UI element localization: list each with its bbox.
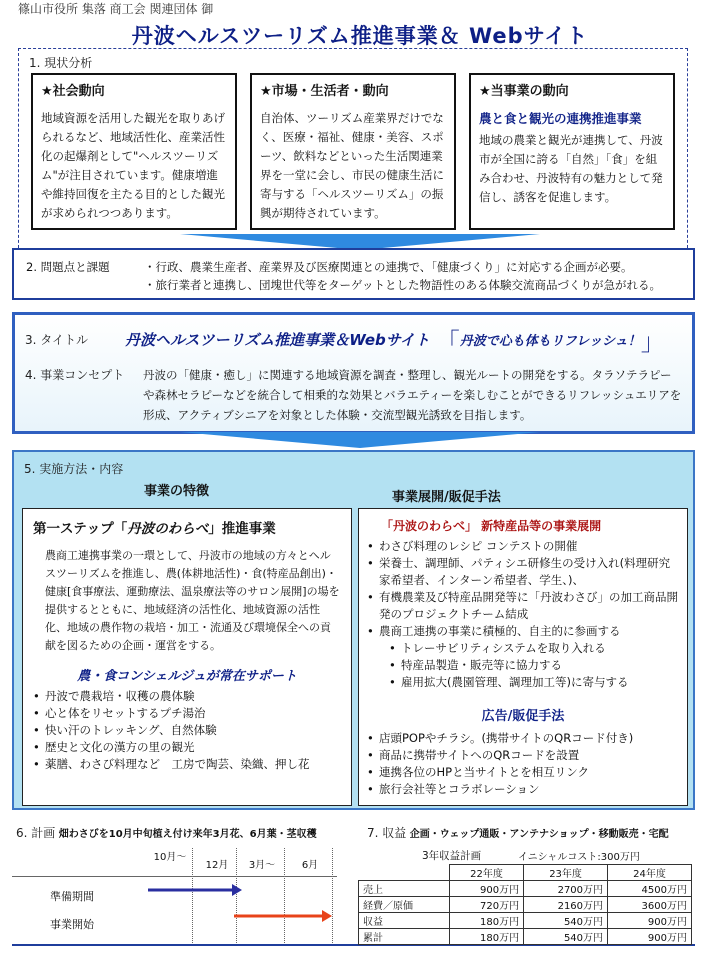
bracket-open: 「 <box>435 327 460 356</box>
flow-arrow <box>180 432 540 448</box>
step-title-pre: 第一ステップ「 <box>33 521 128 537</box>
cell: 3600万円 <box>608 897 692 913</box>
cell: 900万円 <box>608 929 692 945</box>
section-label: 4. 事業コンセプト <box>25 368 125 382</box>
box-heading: ★当事業の動向 <box>479 84 569 99</box>
month-label: 12月 <box>205 860 229 871</box>
project-trend-box <box>469 73 675 230</box>
section-analysis <box>18 48 688 253</box>
section-title-concept <box>12 312 695 434</box>
project-title: 丹波ヘルスツーリズム推進事業＆Webサイト <box>125 330 430 349</box>
step-title-italic: 丹波のわらべ <box>127 521 209 537</box>
strategy-box <box>358 508 688 806</box>
step-title-post: 」推進事業 <box>208 521 276 537</box>
features-heading: 事業の特徴 <box>144 484 210 499</box>
features-box <box>22 508 352 806</box>
year-header: 22年度 <box>449 865 523 881</box>
start-arrowhead <box>322 910 332 922</box>
list-item: • 雇用拡大(農園管理、調理加工等)に寄与する <box>389 674 679 691</box>
box-heading: ★市場・生活者・動向 <box>260 84 389 99</box>
product-list <box>367 538 679 640</box>
ad-list <box>367 730 679 798</box>
ad-title: 広告/販促手法 <box>481 709 565 724</box>
social-trend-box <box>31 73 237 230</box>
row-label: 準備期間 <box>50 890 94 903</box>
box-heading: ★社会動向 <box>41 84 105 99</box>
strategy-heading: 事業展開/販促手法 <box>392 490 501 505</box>
timeline-arrows <box>142 880 342 930</box>
cell: 900万円 <box>608 913 692 929</box>
list-item: • 栄養士、調理師、パティシエ研修生の受け入れ(料理研究家希望者、インターン希望者、学生、)、 <box>367 555 679 589</box>
bracket-close: 」 <box>640 327 665 356</box>
list-item: • トレーサビリティシステムを取り入れる <box>389 640 679 657</box>
revenue-note: 企画・ウェップ通販・アンテナショップ・移動販売・宅配 <box>409 829 669 840</box>
issue-line: ・行政、農業生産者、産業界及び医療関連との連携で、「健康づくり」に対応する企画が必要。 <box>144 260 633 274</box>
box-text: 地域の農業と観光が連携して、丹波市が全国に誇る「自然」「食」を組み合わせ、丹波特有の魅力として発信し、誘客を促進します。 <box>479 133 663 204</box>
month-label: 3月～ <box>248 860 276 871</box>
month-label: 10月～ <box>153 852 187 863</box>
plan-note: 畑わさびを10月中旬植え付け来年3月花、6月葉・茎収穫 <box>58 829 317 840</box>
row-name: 経費／原価 <box>359 897 450 913</box>
market-trend-box <box>250 73 456 230</box>
revenue-table <box>358 864 692 945</box>
month-label: 6月 <box>301 860 319 871</box>
list-item: • 歴史と文化の漢方の里の観光 <box>33 739 341 756</box>
section-label: 1. 現状分析 <box>29 56 93 70</box>
list-item: • 農商工連携の事業に積極的、自主的に参画する <box>367 623 679 640</box>
section-label: 3. タイトル <box>25 332 89 347</box>
product-title: 「丹波のわらべ」 新特産品等の事業展開 <box>381 519 602 533</box>
year-header: 23年度 <box>524 865 608 881</box>
section-issues <box>12 248 695 300</box>
plan-title: 3年収益計画 <box>422 850 482 862</box>
cell: 4500万円 <box>608 881 692 897</box>
row-name: 売上 <box>359 881 450 897</box>
list-item: • 商品に携帯サイトへのQRコードを設置 <box>367 747 679 764</box>
list-item: • 連携各位のHPと当サイトとを相互リンク <box>367 764 679 781</box>
prep-arrowhead <box>232 884 242 896</box>
list-item: • 有機農業及び特産品開発等に「丹波わさび」の加工商品開発のプロジェクトチーム結成 <box>367 589 679 623</box>
list-item: • 快い汗のトレッキング、自然体験 <box>33 722 341 739</box>
year-header: 24年度 <box>608 865 692 881</box>
main-title: 丹波ヘルスツーリズム推進事業＆ Webサイト <box>131 24 589 48</box>
catchphrase: 丹波で心も体もリフレッシュ！ <box>459 333 641 349</box>
list-item: • わさび料理のレシピ コンテストの開催 <box>367 538 679 555</box>
list-item: • 心と体をリセットするプチ湯治 <box>33 705 341 722</box>
list-item: • 店頭POPやチラシ。(携帯サイトのQRコード付き) <box>367 730 679 747</box>
cell: 180万円 <box>449 913 523 929</box>
cell: 2160万円 <box>524 897 608 913</box>
cell: 2700万円 <box>524 881 608 897</box>
cell: 720万円 <box>449 897 523 913</box>
product-sublist <box>367 640 679 691</box>
row-label: 事業開始 <box>50 918 94 931</box>
row-name: 収益 <box>359 913 450 929</box>
box-text: 地域資源を活用した観光を取りあげられるなど、地域活性化、産業活性化の起爆剤として"ヘルスツーリズム"が注目されています。健康増進や維持回復を主たる目的とした観光が求められつつあります。 <box>41 111 225 220</box>
cell: 540万円 <box>524 913 608 929</box>
row-name: 累計 <box>359 929 450 945</box>
list-item: • 旅行会社等とコラボレーション <box>367 781 679 798</box>
section-implementation <box>12 450 695 810</box>
section-plan-revenue <box>12 818 695 946</box>
cell: 900万円 <box>449 881 523 897</box>
list-item: • 特産品製造・販売等に協力する <box>389 657 679 674</box>
section-label: 7. 収益 <box>367 826 407 840</box>
cell: 180万円 <box>449 929 523 945</box>
concierge-list <box>33 688 341 773</box>
step-text: 農商工連携事業の一環として、丹波市の地域の方々とヘルスツーリズムを推進し、農(体耕地活性)・食(特産品創出)・健康[食事療法、運動療法、温泉療法等のサロン展開]の場を提供するとともに、地域経済の活性化、地域資源の活性化、地域の農作物の栽培・加工・流通及び環境保全への貢献を図るための企画・運営をする。 <box>45 549 340 652</box>
concierge-title: 農・食コンシェルジュが常在サポート <box>77 669 297 684</box>
issue-line: ・旅行業者と連携し、団塊世代等をターゲットとした物語性のある体験交流商品づくりが急がれる。 <box>144 278 662 292</box>
list-item: • 薬膳、わさび料理など 工房で陶芸、染織、押し花 <box>33 756 341 773</box>
initial-cost: イニシャルコスト:300万円 <box>518 852 640 863</box>
section-label: 2. 問題点と課題 <box>26 260 110 274</box>
list-item: • 丹波で農栽培・収穫の農体験 <box>33 688 341 705</box>
box-subheading: 農と食と観光の連携推進事業 <box>479 111 642 126</box>
box-text: 自治体、ツーリズム産業界だけでなく、医療・福祉、健康・美容、スポーツ、飲料などといった生活関連業界を一堂に会し、市民の健康生活に寄与する「ヘルスツーリズム」の振興が期待されています。 <box>260 111 444 220</box>
header-note: 篠山市役所 集落 商工会 関連団体 御 <box>18 2 214 16</box>
cell: 540万円 <box>524 929 608 945</box>
section-label: 5. 実施方法・内容 <box>24 462 124 476</box>
section-label: 6. 計画 <box>16 826 56 840</box>
concept-text: 丹波の「健康・癒し」に関連する地域資源を調査・整理し、観光ルートの開発をする。タラソテラピーや森林セラピーなどを統合して相乗的な効果とバラエティーを楽しむことができるリフレッシュエリアを形成、アクティブシニアを対象とした体験・交流型観光誘致を目指します。 <box>143 368 682 422</box>
